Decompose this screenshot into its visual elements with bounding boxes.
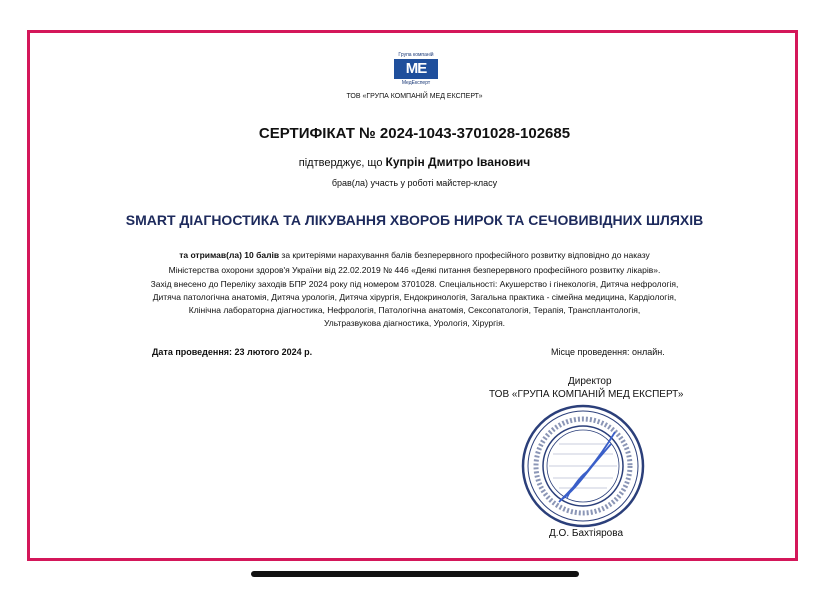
person-name: Купрін Дмитро Іванович (385, 155, 531, 169)
specialties-line-2: Дитяча патологічна анатомія, Дитяча урологія, Дитяча хірургія, Ендокринологія, Загальна практика - сімейна медицина, Кардіологія, (152, 292, 677, 302)
points-rest: за критеріями нарахування балів безперервного професійного розвитку відповідно до наказу (279, 250, 650, 260)
director-title: Директор (568, 376, 612, 387)
company-name: ТОВ «ГРУПА КОМПАНІЙ МЕД ЕКСПЕРТ» (346, 93, 483, 100)
order-line: Міністерства охорони здоров'я України від 22.02.2019 № 446 «Деякі питання безперервного професійного розвитку лікарів». (168, 265, 661, 275)
signer-name: Д.О. Бахтіярова (549, 528, 623, 539)
confirm-prefix: підтверджує, що (298, 157, 386, 169)
participation-line: брав(ла) участь у роботі майстер-класу (331, 178, 498, 188)
specialties-line-1: Захід внесено до Переліку заходів БПР 2024 року під номером 3701028. Спеціальності: Акушерство і гінекологія, Дитяча нефрологія, (150, 279, 679, 289)
logo-caption: Група компаній (398, 52, 434, 58)
home-indicator-bar[interactable] (251, 571, 579, 577)
specialties-line-4: Ультразвукова діагностика, Урологія, Хірургія. (323, 318, 506, 328)
logo-subtitle: МедЕксперт (401, 80, 431, 86)
course-title: SMART ДІАГНОСТИКА ТА ЛІКУВАННЯ ХВОРОБ НИРОК ТА СЕЧОВИВІДНИХ ШЛЯХІВ (125, 212, 704, 228)
specialties-line-3: Клінічна лабораторна діагностика, Нефрологія, Патологічна анатомія, Сексопатологія, Терапія, Трансплантологія, (188, 305, 641, 315)
event-place: Місце проведення: онлайн. (551, 347, 665, 357)
confirm-line (0, 155, 829, 169)
points-bold: та отримав(ла) 10 балів (179, 250, 280, 260)
points-line (0, 250, 829, 260)
event-date: Дата проведення: 23 лютого 2024 р. (152, 347, 313, 357)
company-seal-icon (519, 402, 647, 530)
director-company: ТОВ «ГРУПА КОМПАНІЙ МЕД ЕКСПЕРТ» (489, 389, 684, 400)
company-logo: МЕ (394, 59, 438, 79)
certificate-title: СЕРТИФІКАТ № 2024-1043-3701028-102685 (258, 125, 571, 142)
